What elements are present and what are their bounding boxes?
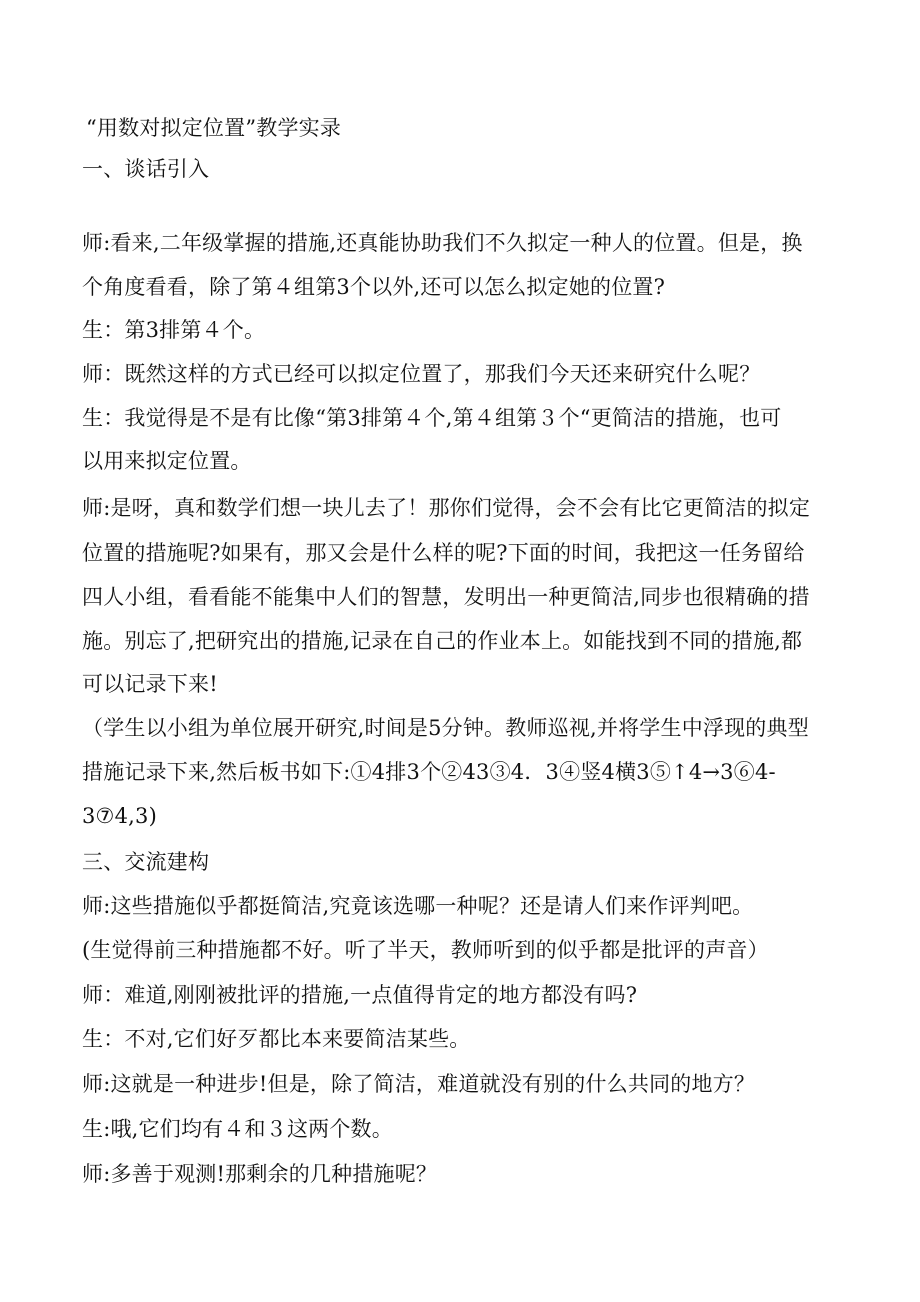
section-heading-exchange: 三、交流建构 (82, 850, 210, 874)
dialogue-line: 生：不对,它们好歹都比本来要简洁某些。 (82, 1027, 471, 1051)
document-title: “用数对拟定位置”教学实录 (86, 116, 342, 140)
dialogue-line: 师:看来,二年级掌握的措施,还真能协助我们不久拟定一种人的位置。但是，换 (82, 231, 803, 255)
stage-direction-line: 措施记录下来,然后板书如下:①4排3个②43③4．3④竖4横3⑤↑4→3⑥4- (82, 760, 776, 784)
dialogue-line: 四人小组，看看能不能集中人们的智慧，发明出一种更简洁,同步也很精确的措 (82, 585, 810, 609)
dialogue-line: 可以记录下来! (82, 672, 218, 696)
stage-direction-line: 3⑦4,3) (82, 804, 157, 828)
dialogue-line: 师:多善于观测!那剩余的几种措施呢？ (82, 1162, 438, 1186)
dialogue-line: 施。别忘了,把研究出的措施,记录在自己的作业本上。如能找到不同的措施,都 (82, 629, 803, 653)
dialogue-line: 生：我觉得是不是有比像“第3排第４个,第４组第３个“更简洁的措施，也可 (82, 406, 782, 430)
dialogue-line: 生:哦,它们均有４和３这两个数。 (82, 1117, 393, 1141)
dialogue-line: 师:是呀，真和数学们想一块儿去了！那你们觉得，会不会有比它更简洁的拟定 (82, 496, 811, 520)
dialogue-line: 个角度看看，除了第４组第3个以外,还可以怎么拟定她的位置? (82, 275, 666, 299)
stage-direction-line: (生觉得前三种措施都不好。听了半天，教师听到的似乎都是批评的声音） (82, 938, 769, 962)
dialogue-line: 师:这些措施似乎都挺简洁,究竟该选哪一种呢？还是请人们来作评判吧。 (82, 894, 754, 918)
dialogue-line: 位置的措施呢?如果有，那又会是什么样的呢?下面的时间，我把这一任务留给 (82, 541, 805, 565)
dialogue-line: 以用来拟定位置。 (82, 449, 252, 473)
section-heading-intro: 一、谈话引入 (82, 157, 210, 181)
dialogue-line: 师：既然这样的方式已经可以拟定位置了，那我们今天还来研究什么呢？ (82, 362, 761, 386)
dialogue-line: 师：难道,刚刚被批评的措施,一点值得肯定的地方都没有吗? (82, 983, 638, 1007)
dialogue-line: 师:这就是一种进步!但是，除了简洁，难道就没有别的什么共同的地方？ (82, 1072, 756, 1096)
stage-direction-line: （学生以小组为单位展开研究,时间是5分钟。教师巡视,并将学生中浮现的典型 (82, 716, 809, 740)
dialogue-line: 生：第3排第４个。 (82, 318, 266, 342)
